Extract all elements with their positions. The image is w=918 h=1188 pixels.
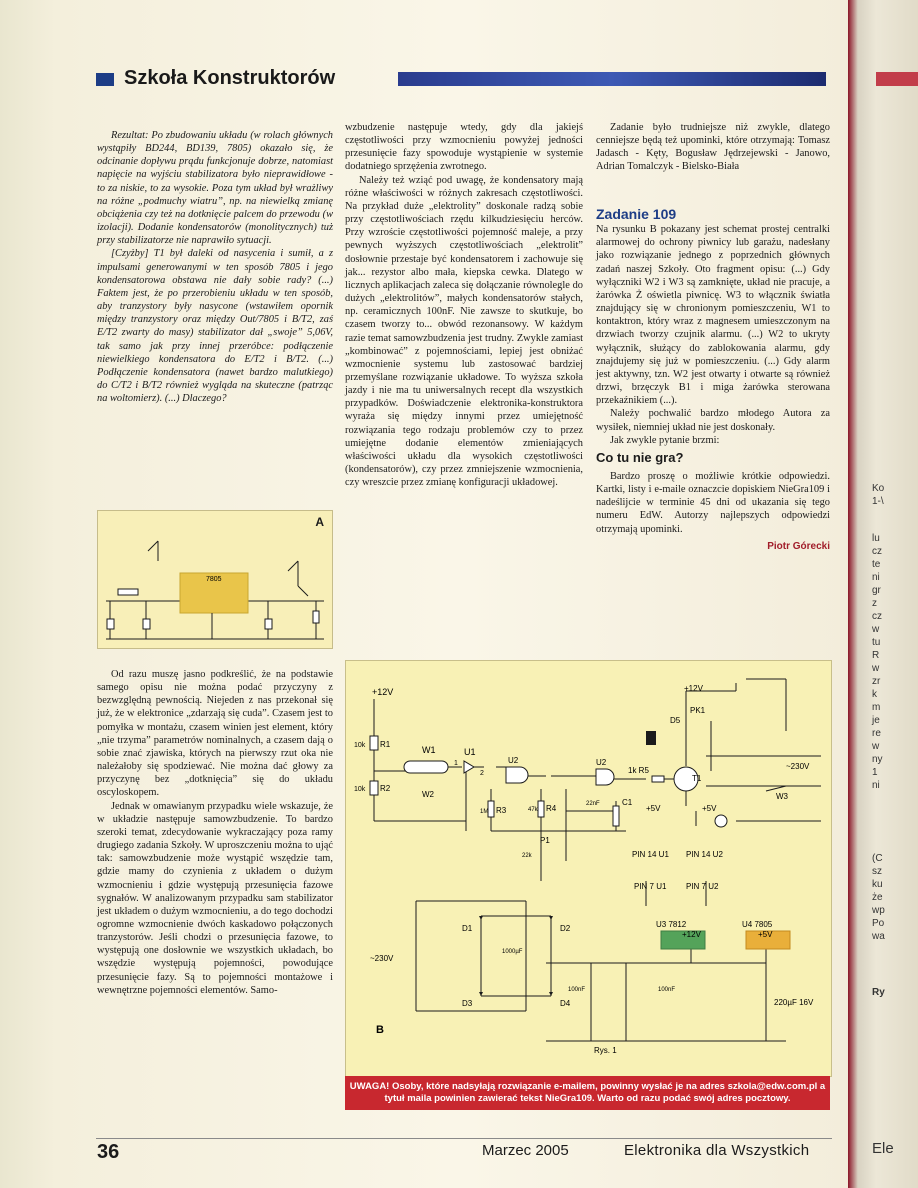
label-u4: U4 7805	[742, 920, 773, 929]
label-pin7u1: PIN 7 U1	[634, 882, 667, 891]
label-pin14u2: PIN 14 U2	[686, 850, 723, 859]
label-v5c: +5V	[758, 930, 773, 939]
magazine-name: Elektronika dla Wszystkich	[624, 1142, 810, 1159]
paragraph: [Czyżby] T1 był daleki od nasycenia i sumił, a z impulsami generowanymi w ten sposób 7805 i jego kondensatorowa obstawa nie dały sobie rady? (...) Faktem jest, że po przerobieniu układu w ten sposób, aby tranzystory były nasycone (wstawiłem opornik między tranzystory oraz między Out/7805 i B/T2, zaś E/T2 zwarty do masy) stabilizator dał „swoje” 5,06V, tak samo jak przy innej przeróbce: podłączenie niewielkiego kondensatora do E/T2 i B/T2. (...) Podłączenie kondensatora (nawet bardzo malutkiego) do C/T2 i B/T2 również wygląda na skuteczne (patrząc na woltomierz). (...) Dlaczego?	[97, 248, 333, 405]
label-n2: 2	[480, 770, 484, 777]
label-vcc2: +12V	[684, 684, 703, 693]
figure-label: B	[376, 1024, 384, 1036]
paragraph: Zadanie było trudniejsze niż zwykle, dlatego cenniejsze będą też upominki, które otrzymają: Tomasz Jadasch - Kęty, Bogusław Jędrzejewski - Janowo, Adrian Tomalczyk - Bielsko-Biała	[596, 122, 830, 173]
label-r5: 1k R5	[628, 766, 649, 775]
section-title: Szkoła Konstruktorów	[124, 67, 336, 89]
label-w3: W3	[776, 792, 788, 801]
label-v5b: +5V	[702, 804, 717, 813]
edge-text: (C sz ku że wp Po wa	[872, 853, 885, 942]
label-d5: D5	[670, 716, 681, 725]
column-2	[345, 121, 583, 489]
paragraph: Należy pochwalić bardzo młodego Autora za wysiłek, niemniej układ nie jest doskonały.	[596, 408, 830, 433]
label-r3v: 1M	[480, 809, 489, 815]
schematic-a	[97, 510, 333, 649]
label-r2: R2	[380, 784, 391, 793]
label-d1: D1	[462, 924, 473, 933]
label-p1v: 22k	[522, 853, 532, 859]
edge-text: Ry	[872, 987, 885, 998]
notice-line-1: UWAGA! Osoby, które nadsyłają rozwiązanie e-mailem, powinny wysłać je na adres szkola@edw.com.pl a	[349, 1081, 826, 1092]
paragraph: Jednak w omawianym przypadku wiele wskazuje, że w układzie następuje samowzbudzenie. To bardzo szeroki temat, zdecydowanie wykraczający poza ramy drugiego zadania Szkoły. W uproszczeniu można to ująć tak: samowzbudzenie może wystąpić wszędzie tam, gdzie mamy do czynienia z układem o dużym wzmocnieniu i gdzie występują przesunięcia fazowe sygnałów. W analizowanym przypadku sam stabilizator jest układem o dużym wzmocnieniu, a do tego dochodzi ogromne wzmocnienie dwóch kaskadowo połączonych tranzystorów. Jeśli chodzi o przesunięcia fazowe, to występują one dosłownie we wszystkich układach, bo wszędzie występują pojemności, powodujące przesunięcie fazy. Są to pojemności montażowe i wewnętrzne pojemności elementów. Samo-	[97, 800, 333, 996]
label-d3: D3	[462, 999, 473, 1008]
schematic-a-drawing	[98, 511, 332, 648]
figure-label: A	[315, 515, 324, 529]
paragraph: Bardzo proszę o możliwie krótkie odpowiedzi. Kartki, listy i e-maile oznaczcie dopiskiem NieGra109 i nadeślijcie w terminie 45 dni od ukazania się tego numeru EdW. Autorzy najlepszych odpowiedzi otrzymają upominki.	[596, 470, 830, 535]
header-bar	[398, 72, 826, 86]
edge-header-bar	[876, 72, 918, 86]
label-u3: U3 7812	[656, 920, 687, 929]
page-number: 36	[97, 1141, 120, 1163]
label-u1: U1	[464, 747, 476, 757]
notice-line-2: tytuł maila powinien zawierać tekst NieGra109. Warto od razu podać swój adres pocztowy.	[384, 1093, 791, 1104]
notice-banner	[345, 1076, 830, 1110]
section-header	[96, 67, 826, 89]
schematic-b-drawing	[346, 661, 831, 1076]
paragraph: Jak zwykle pytanie brzmi:	[610, 434, 720, 446]
label-pin14u1: PIN 14 U1	[632, 850, 669, 859]
label-c220: 220µF 16V	[774, 998, 814, 1007]
paragraph: wzbudzenie następuje wtedy, gdy dla jakiejś częstotliwości przy wzmocnieniu powyżej jedności przesunięcie fazy spowoduje wystąpienie w systemie dodatniego sprzężenia zwrotnego.	[345, 122, 583, 173]
schematic-b	[345, 660, 832, 1077]
paragraph: Rezultat: Po zbudowaniu układu (w rolach głównych wystąpiły BD244, BD139, 7805) okazało się, że odcinanie dopływu prądu funkcjonuje dobrze, natomiast napięcie na wyjściu stabilizatora było nieprawidłowe - to za niskie, to za wysokie. Poza tym układ był wrażliwy na różne „podmuchy wiatru”, np. na niewielką zmianę obciążenia czy też na dotknięcie palcem do przewodu (w izolacji). Dodanie kondensatorów (monolitycznych) tuż przy stabilizatorze nie naprawiło sytuacji.	[97, 130, 333, 247]
label-d2: D2	[560, 924, 571, 933]
label-r1: R1	[380, 740, 391, 749]
paragraph: Od razu muszę jasno podkreślić, że na podstawie samego opisu nie można podać przyczyny z bezwzględną pewnością. Niejeden z nas przekonał się już, że w elektronice „zdarzają się cuda”. Czasem jest to pomyłka w montażu, czasem winien jest element, który „nie trzyma” parametrów nominalnych, a czasem dają o sobie znać zjawiska, których na pierwszy rzut oka nie należałoby się spodziewać. Nie można dać głowy za przyczynę bez „dotknięcia” się do układu oscyloskopem.	[97, 669, 333, 799]
footer-rule	[96, 1138, 832, 1139]
paragraph: Należy też wziąć pod uwagę, że kondensatory mają różne właściwości w różnych zakresach częstotliwości. Na przykład duże „elektrolity” doskonale radzą sobie przy częstotliwościach rzędu kilkudziesięciu herców. Przy wzroście częstotliwości pojemność maleje, a przy pewnych wyższych częstotliwościach „elektrolit” dosłownie przestaje być kondensatorem i zachowuje się jak... rezystor albo mała, kiepska cewka. Dlatego w licznych aplikacjach zaleca się dołączanie równolegle do dużych „elektrolitów”, małych kondensatorów stałych, np. ceramicznych 100nF. Nie zawsze to skutkuje, bo czasem tworzy to... obwód rezonansowy. W każdym razie temat samowzbudzenia jest trudny. Zwykle zamiast „kombinować” z pojemnościami, lepiej jest obniżać wzmocnienie systemu lub zastosować bardziej przemyślane rozwiązanie układowe. To wyższa szkoła jazdy i nie ma tu uniwersalnych recept dla wszystkich przypadków. Doświadczenie elektronika-konstruktora wyraża się między innymi przez umiejętność rozwiązania tego rodzaju problemów czy to przez umiejętne dodanie elementów zmieniających właściwości układu dla wysokich częstotliwości (kondensatorów), czy przez zmniejszenie wzmocnienia, czy wreszcie przez zmianę konfiguracji układowej.	[345, 174, 583, 489]
label-c100n1: 100nF	[568, 987, 586, 993]
label-pin7u2: PIN 7 U2	[686, 882, 719, 891]
column-3-top	[596, 121, 830, 174]
label-n1: 1	[454, 760, 458, 767]
label-p1: P1	[540, 836, 550, 845]
label-ac1: ~230V	[370, 954, 394, 963]
label-v12: +12V	[682, 930, 701, 939]
label-ac2: ~230V	[786, 762, 810, 771]
label-t1: T1	[692, 774, 702, 783]
paragraph: Na rysunku B pokazany jest schemat prostej centralki alarmowej do ochrony piwnicy lub garażu, nadesłany jako rozwiązanie jednego z poprzednich głównych zadań naszej Szkoły. Oto fragment opisu: (...) Gdy wyłączniki W2 i W3 są zamknięte, układ nie pracuje, a żarówka Ż oświetla piwnicę. W3 to włącznik światła znajdujący się w chronionym pomieszczeniu, W1 to kontaktron, który wraz z magnesem umieszczonym na drzwiach tworzy czujnik alarmu. (...) W2 to ukryty wyłącznik, służący do zablokowania alarmu, gdy znajdujemy się już w pomieszczeniu. (...) Gdy alarm jest aktywny, tzn. W2 jest otwarty i otwarte są również drzwi, brzęczyk B1 i miga żarówka sterowana przekaźnikiem (...).	[596, 224, 830, 407]
label-r3: R3	[496, 806, 507, 815]
column-1-top	[97, 129, 333, 405]
issue-date: Marzec 2005	[482, 1142, 569, 1159]
label-pk1: PK1	[690, 706, 706, 715]
label-v5a: +5V	[646, 804, 661, 813]
header-square	[96, 73, 114, 86]
column-1-bottom	[97, 668, 333, 997]
task-heading: Zadanie 109	[596, 206, 677, 222]
label-u2: U2	[508, 756, 519, 765]
label-w2: W2	[422, 790, 434, 799]
label-w1: W1	[422, 745, 436, 755]
author-signature: Piotr Górecki	[767, 540, 830, 552]
figure-caption: Rys. 1	[594, 1046, 617, 1055]
label-r4: R4	[546, 804, 557, 813]
label-c1v: 22nF	[586, 801, 600, 807]
label-u2b: U2	[596, 758, 607, 767]
label-c100u: 1000µF	[502, 949, 523, 955]
label-r1v: 10k	[354, 742, 366, 749]
next-page-edge	[848, 0, 918, 1188]
edge-text: Ko 1-\	[872, 483, 885, 507]
question-heading: Co tu nie gra?	[596, 449, 684, 465]
label-c1: C1	[622, 798, 633, 807]
label-vcc1: +12V	[372, 687, 394, 697]
edge-text: lu cz te ni gr z cz w tu R w zr k m je re w ny 1 ni	[872, 533, 883, 791]
column-3-task	[596, 206, 830, 553]
edge-text: Ele	[872, 1140, 894, 1157]
label-r4v: 47k	[528, 807, 538, 813]
label-d4: D4	[560, 999, 571, 1008]
chip-label: 7805	[206, 576, 222, 583]
label-c100n2: 100nF	[658, 987, 676, 993]
label-r2v: 10k	[354, 786, 366, 793]
